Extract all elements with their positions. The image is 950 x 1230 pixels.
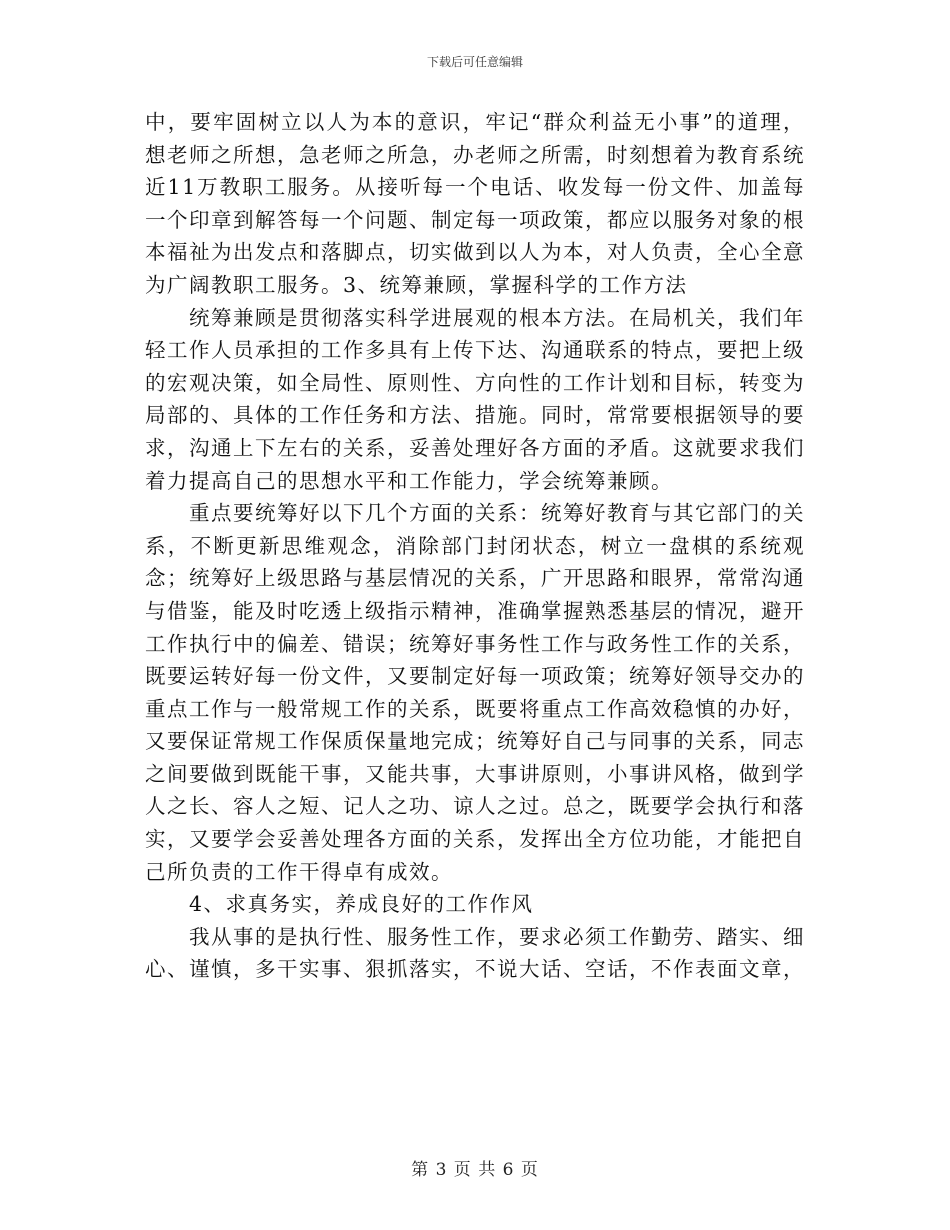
section-heading-4: 4、求真务实，养成良好的工作作风 <box>189 892 534 917</box>
paragraph-2: 统筹兼顾是贯彻落实科学进展观的根本方法。在局机关，我们年轻工作人员承担的工作多具有上传下达、沟通联系的特点，要把上级的宏观决策，如全局性、原则性、方向性的工作计划和目标，转变为局部的、具体的工作任务和方法、措施。同时，常常要根据领导的要求，沟通上下左右的关系，妥善处理好各方面的矛盾。这就要求我们着力提高自己的思想水平和工作能力，学会统筹兼顾。 <box>145 305 805 493</box>
page-header: 下载后可任意编辑 <box>426 55 523 69</box>
page-number-footer: 第 3 页 共 6 页 <box>411 1160 539 1180</box>
paragraph-3: 重点要统筹好以下几个方面的关系：统筹好教育与其它部门的关系，不断更新思维观念，消除部门封闭状态，树立一盘棋的系统观念；统筹好上级思路与基层情况的关系，广开思路和眼界，常常沟通与借鉴，能及时吃透上级指示精神，准确掌握熟悉基层的情况，避开工作执行中的偏差、错误；统筹好事务性工作与政务性工作的关系，既要运转好每一份文件，又要制定好每一项政策；统筹好领导交办的重点工作与一般常规工作的关系，既要将重点工作高效稳慎的办好，又要保证常规工作保质保量地完成；统筹好自己与同事的关系，同志之间要做到既能干事，又能共事，大事讲原则，小事讲风格，做到学人之长、容人之短、记人之功、谅人之过。总之，既要学会执行和落实，又要学会妥善处理各方面的关系，发挥出全方位功能，才能把自己所负责的工作干得卓有成效。 <box>145 501 805 884</box>
document-body <box>145 106 805 986</box>
paragraph-5: 我从事的是执行性、服务性工作，要求必须工作勤劳、踏实、细心、谨慎，多干实事、狠抓落实，不说大话、空话，不作表面文章， <box>145 924 805 982</box>
paragraph-1: 中，要牢固树立以人为本的意识，牢记“群众利益无小事”的道理，想老师之所想，急老师之所急，办老师之所需，时刻想着为教育系统近11万教职工服务。从接听每一个电话、收发每一份文件、加盖每一个印章到解答每一个问题、制定每一项政策，都应以服务对象的根本福祉为出发点和落脚点，切实做到以人为本，对人负责，全心全意为广阔教职工服务。3、统筹兼顾，掌握科学的工作方法 <box>145 110 805 297</box>
